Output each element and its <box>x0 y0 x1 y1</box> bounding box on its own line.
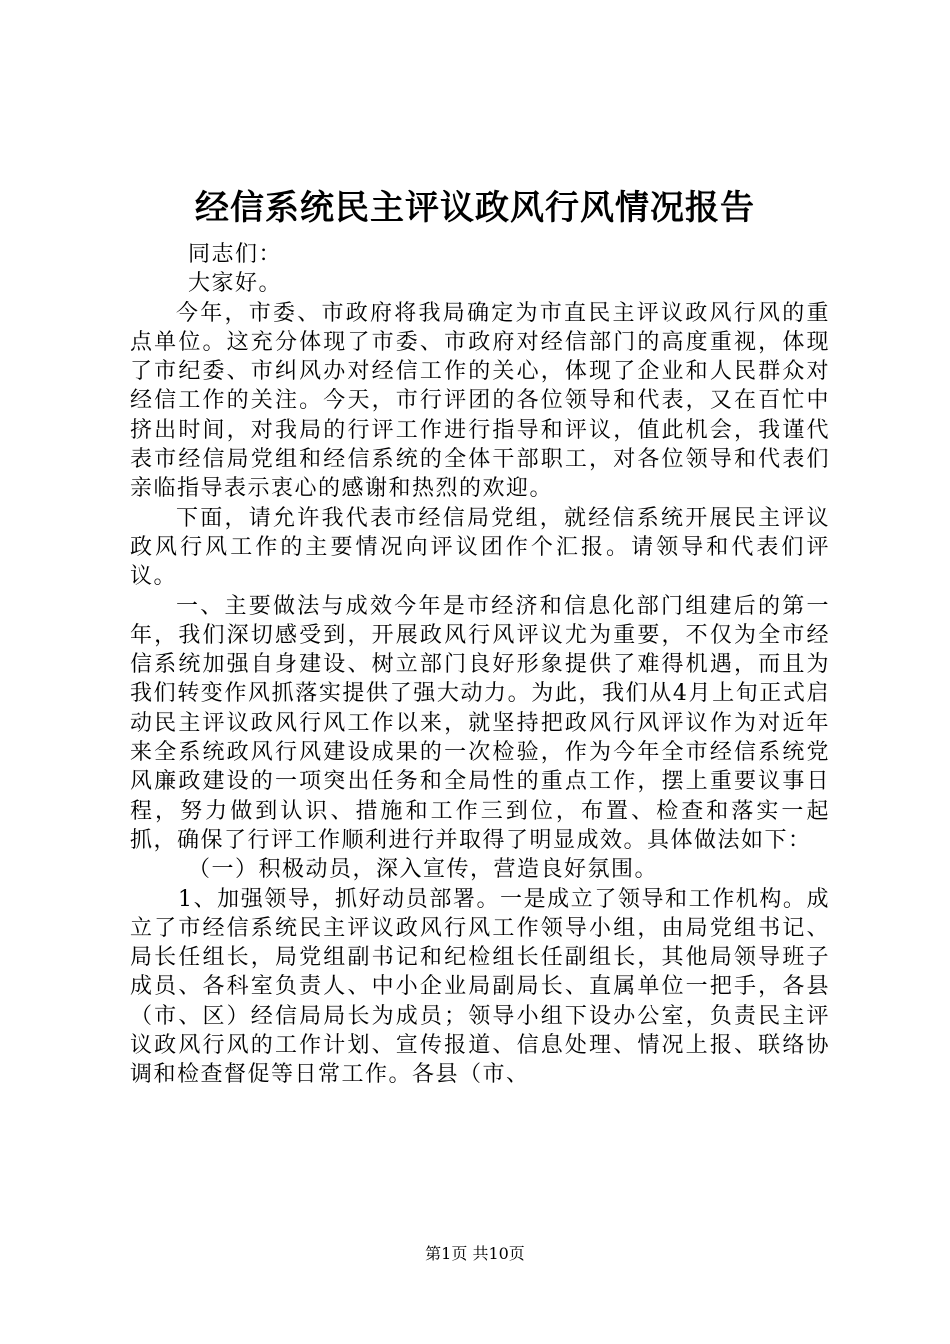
paragraph-section-one: 一、主要做法与成效今年是市经济和信息化部门组建后的第一年，我们深切感受到，开展政风行风评议尤为重要，不仅为全市经信系统加强自身建设、树立部门良好形象提供了难得机遇，而且为我们转变作风抓落实提供了强大动力。为此，我们从4月上旬正式启动民主评议政风行风工作以来，就坚持把政风行风评议作为对近年来全系统政风行风建设成果的一次检验，作为今年全市经信系统党风廉政建设的一项突出任务和全局性的重点工作，摆上重要议事日程，努力做到认识、措施和工作三到位，布置、检查和落实一起抓，确保了行评工作顺利进行并取得了明显成效。具体做法如下： <box>130 593 830 853</box>
subheading-one: （一）积极动员，深入宣传，营造良好氛围。 <box>188 857 659 883</box>
document-title: 经信系统民主评议政风行风情况报告 <box>195 188 755 228</box>
paragraph-intro: 今年，市委、市政府将我局确定为市直民主评议政风行风的重点单位。这充分体现了市委、市政府对经信部门的高度重视，体现了市纪委、市纠风办对经信工作的关心，体现了企业和人民群众对经信工作的关注。今天，市行评团的各位领导和代表，又在百忙中挤出时间，对我局的行评工作进行指导和评议，值此机会，我谨代表市经信局党组和经信系统的全体干部职工，对各位领导和代表们亲临指导表示衷心的感谢和热烈的欢迎。 <box>130 300 830 502</box>
paragraph-report: 下面，请允许我代表市经信局党组，就经信系统开展民主评议政风行风工作的主要情况向评议团作个汇报。请领导和代表们评议。 <box>130 505 830 590</box>
document-body <box>130 240 830 1090</box>
page-footer: 第1页 共10页 <box>425 1244 525 1263</box>
salutation: 同志们： <box>188 242 283 267</box>
greeting: 大家好。 <box>188 271 283 297</box>
paragraph-item-one: 1、加强领导，抓好动员部署。一是成立了领导和工作机构。成立了市经信系统民主评议政风行风工作领导小组，由局党组书记、局长任组长，局党组副书记和纪检组长任副组长，其他局领导班子成员、各科室负责人、中小企业局副局长、直属单位一把手，各县（市、区）经信局局长为成员；领导小组下设办公室，负责民主评议政风行风的工作计划、宣传报道、信息处理、情况上报、联络协调和检查督促等日常工作。各县（市、 <box>130 886 830 1088</box>
